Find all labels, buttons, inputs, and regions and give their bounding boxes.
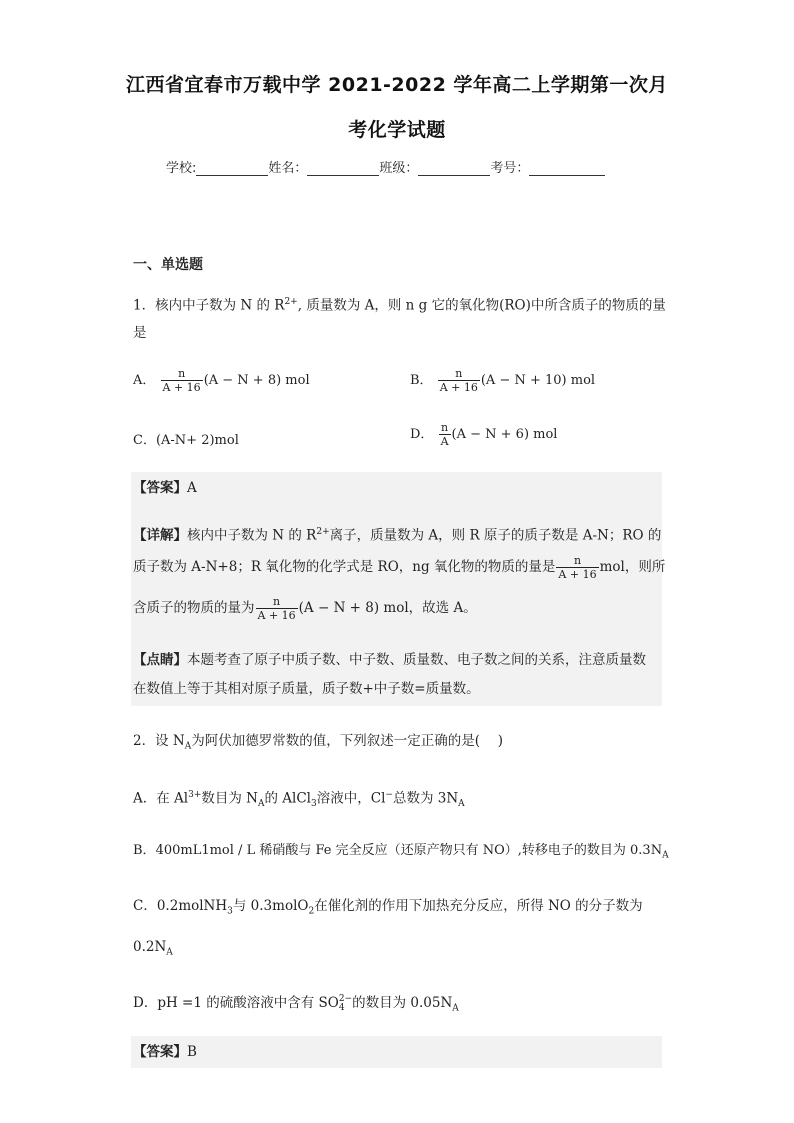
q1-answer: 【答案】A	[133, 480, 197, 496]
q1-option-a[interactable]: A． $\frac{n}{A + 16}$ (A − N + 8) mol	[133, 367, 310, 394]
page-title-line2: 考化学试题	[348, 119, 446, 141]
q2-option-c-line1[interactable]: C．0.2molNH$_3$与 0.3molO$_2$在催化剂的作用下加热充分反应，所得 NO 的分子数为	[133, 898, 643, 917]
q1-stem-line1: 1．核内中子数为 N 的 $R^{2+}$, 质量数为 A，则 n g 它的氧化物(RO)中所含质子的物质的量	[133, 297, 666, 314]
page-title-line1: 江西省宜春市万载中学 2021-2022 学年高二上学期第一次月	[126, 74, 668, 96]
q1-comment-line2: 在数值上等于其相对原子质量，质子数+中子数=质量数。	[133, 681, 480, 697]
q1-option-b[interactable]: B． $\frac{n}{A + 16}$ (A − N + 10) mol	[410, 367, 596, 394]
section-heading: 一、单选题	[133, 257, 203, 273]
class-label: 班级：	[379, 161, 419, 176]
q2-option-a[interactable]: A．在 $Al^{3+}$数目为 $N_A$的 AlCl$_3$溶液中，Cl−总数为 $3N_A$	[133, 790, 465, 810]
q2-stem: 2．设 $N_A$为阿伏加德罗常数的值，下列叙述一定正确的是( )	[133, 733, 504, 752]
exam-number-label: 考号：	[490, 161, 530, 176]
q1-detail-line2: 质子数为 A-N+8；R 氧化物的化学式是 RO，ng 氧化物的物质的量是 $\frac{n}{A + 16}$ mol，则所	[133, 554, 666, 581]
q1-comment-line1: 【点睛】本题考查了原子中质子数、中子数、质量数、电子数之间的关系，注意质量数	[133, 652, 646, 668]
class-field[interactable]	[418, 159, 490, 176]
q2-option-b[interactable]: B．400mL1mol / L 稀硝酸与 Fe 完全反应（还原产物只有 NO）,转移电子的数目为 $0.3N_A$	[133, 843, 669, 861]
name-field[interactable]	[307, 159, 379, 176]
q2-answer-box	[131, 1036, 662, 1068]
q1-detail-line1: 【详解】核内中子数为 N 的 $R^{2+}$离子，质量数为 A，则 R 原子的质子数是 A-N；RO 的	[133, 527, 662, 544]
name-label: 姓名：	[268, 161, 308, 176]
school-label: 学校:	[166, 161, 197, 176]
student-info-row	[166, 157, 605, 176]
q2-answer: 【答案】B	[133, 1044, 197, 1060]
q1-detail-line3: 含质子的物质的量为 $\frac{n}{A + 16}$ (A − N + 8) mol，故选 A。	[133, 595, 477, 622]
school-field[interactable]	[196, 159, 268, 176]
q1-stem-line2: 是	[133, 325, 147, 341]
q2-option-d[interactable]: D．pH =1 的硫酸溶液中含有 SO 2− 4 的数目为 $0.05N_A$	[133, 993, 459, 1014]
q1-option-d[interactable]: D． $\frac{n}{A}$ (A − N + 6) mol	[410, 421, 558, 448]
q2-option-c-line2: $0.2N_A$	[133, 939, 173, 958]
q1-option-c[interactable]: C．(A-N+ 2)mol	[133, 433, 239, 448]
exam-number-field[interactable]	[529, 159, 605, 176]
